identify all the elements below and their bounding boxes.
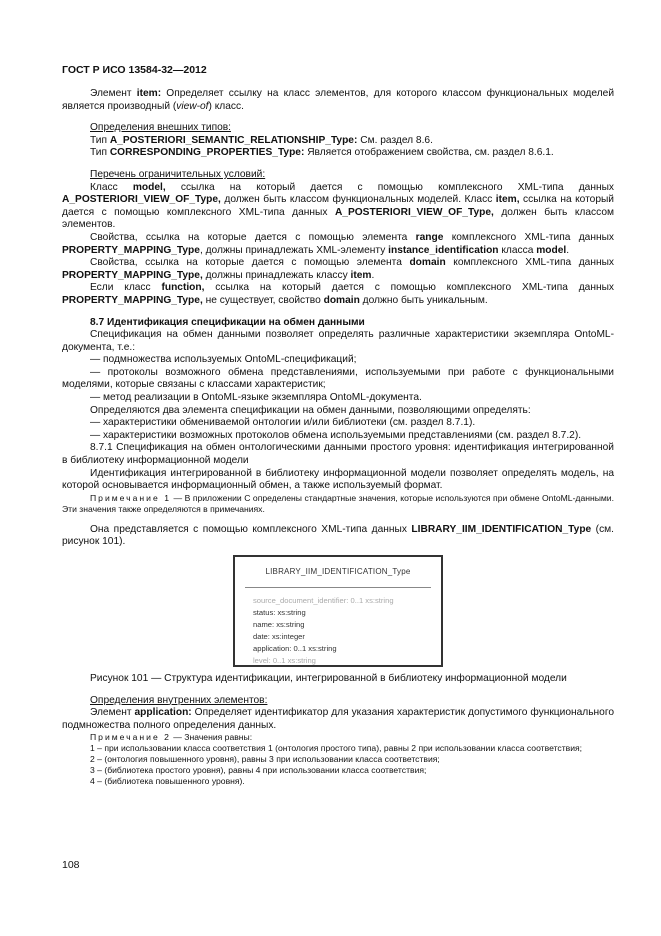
constraints-heading: Перечень ограничительных условий:: [90, 168, 266, 180]
section-8-7-1-body: Идентификация интегрированной в библиотеку информационной модели позволяет определять модель, на которой основывается информационный обмен, а также используемый формат.: [62, 467, 614, 492]
constraint-2: Свойства, ссылка на которые дается с помощью элемента range комплексного XML-типа данных PROPERTY_MAPPING_Type, должны принадлежать XML-элементу instance_identification класса model.: [62, 231, 614, 256]
internal-elements-heading: Определения внутренних элементов:: [90, 694, 268, 706]
note-2: Примечание 2 — Значения равны:: [90, 732, 253, 743]
section-8-7-intro: Спецификация на обмен данными позволяет определять различные характеристики экземпляра OntoML-документа, т.е.:: [62, 329, 614, 353]
item-paragraph: Элемент item: Определяет ссылку на класс элементов, для которого классом функциональных моделей является производный (view-of) класс.: [62, 88, 615, 112]
note-1: Примечание 1 — В приложении С определены стандартные значения, которые используются при обмене OntoML-данными. Эти значения также определяются в примечаниях.: [62, 492, 614, 514]
representation-paragraph: Она представляется с помощью комплексного XML-типа данных LIBRARY_IIM_IDENTIFICATION_Type (см. рисунок 101).: [62, 523, 615, 548]
constraint-3: Свойства, ссылка на которые дается с помощью элемента domain комплексного XML-типа данных PROPERTY_MAPPING_Type, должны принадлежать классу item.: [62, 257, 614, 281]
figure-attribute: application: 0..1 xs:string: [253, 644, 337, 653]
document-body: [62, 88, 614, 787]
figure-attribute: level: 0..1 xs:string: [253, 656, 316, 665]
note-2-item: 4 – (библиотека повышенного уровня).: [90, 776, 245, 787]
external-type-1: Тип A_POSTERIORI_SEMANTIC_RELATIONSHIP_Type: См. раздел 8.6.: [90, 134, 433, 146]
page-number: 108: [62, 859, 80, 871]
section-8-7-1-heading: 8.7.1 Спецификация на обмен онтологическими данными простого уровня: идентификация интегрированной в библиотеку информационной модели: [62, 442, 614, 467]
list-item: — подмножества используемых OntoML-спецификаций;: [90, 354, 357, 366]
spec-elements-intro: Определяются два элемента спецификации на обмен данными, позволяющими определять:: [90, 404, 531, 416]
list-item: — характеристики обмениваемой онтологии и/или библиотеки (см. раздел 8.7.1).: [90, 417, 476, 429]
figure-attribute: name: xs:string: [253, 620, 305, 629]
application-element: Элемент application: Определяет идентификатор для указания характеристик допустимого функционального подмножества полного определения данных.: [62, 707, 614, 731]
standard-header: ГОСТ Р ИСО 13584-32—2012: [62, 64, 207, 76]
list-item: — метод реализации в OntoML-языке экземпляра OntoML-документа.: [90, 392, 422, 404]
note-2-item: 3 – (библиотека простого уровня), равны 4 при использовании класса соответствия;: [90, 765, 427, 776]
external-type-2: Тип CORRESPONDING_PROPERTIES_Type: Является отображением свойства, см. раздел 8.6.1.: [90, 147, 554, 159]
figure-attribute: source_document_identifier: 0..1 xs:string: [253, 596, 394, 605]
list-item: — протоколы возможного обмена представлениями, используемыми при работе с функциональными моделями, которые связаны с классами характеристик;: [62, 366, 614, 391]
constraint-1: Класс model, ссылка на который дается с помощью комплексного XML-типа данных A_POSTERIORI_VIEW_OF_Type, должен быть классом функциональных моделей. Класс item, ссылка на который дается с помощью комплексного XML-типа данных A_POSTERIORI_VIEW_OF_Type, должен быть классом элементов.: [62, 181, 615, 231]
figure-class-name: LIBRARY_IIM_IDENTIFICATION_Type: [265, 567, 411, 576]
figure-attribute: status: xs:string: [253, 608, 306, 617]
figure-attribute: date: xs:integer: [253, 632, 305, 641]
external-types-heading: Определения внешних типов:: [90, 122, 231, 134]
section-8-7-heading: 8.7 Идентификация спецификации на обмен данными: [90, 316, 365, 328]
list-item: — характеристики возможных протоколов обмена используемыми представлениями (см. раздел 8.7.2).: [90, 429, 582, 441]
figure-divider: [245, 587, 431, 588]
constraint-4: Если класс function, ссылка на который дается с помощью комплексного XML-типа данных PROPERTY_MAPPING_Type, не существует, свойство domain должно быть уникальным.: [62, 282, 614, 306]
figure-101-diagram: [233, 555, 443, 667]
note-2-item: 1 – при использовании класса соответствия 1 (онтология простого типа), равны 2 при использовании класса соответствия;: [90, 743, 583, 754]
figure-caption: Рисунок 101 — Структура идентификации, интегрированной в библиотеку информационной модели: [90, 673, 567, 684]
figure-attributes: [253, 595, 394, 667]
note-2-item: 2 – (онтология повышенного уровня), равны 3 при использовании класса соответствия;: [90, 754, 440, 765]
